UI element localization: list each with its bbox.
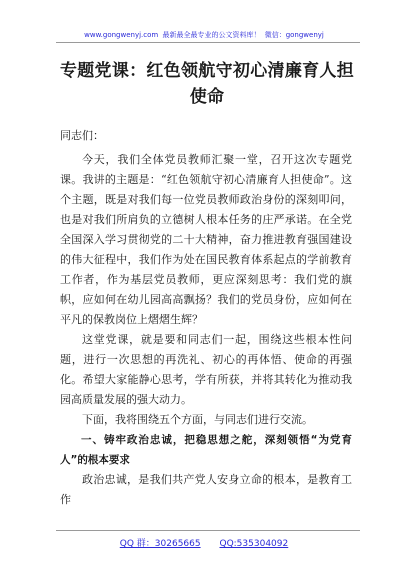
qq-group-link[interactable]: QQ 群：30265665 <box>119 539 201 549</box>
paragraph: 这堂党课，就是要和同志们一起，围绕这些根本性问题，进行一次思想的再洗礼、初心的再体悟、使命的再强化。希望大家能静心思考，学有所获，并将其转化为推动我园高质量发展的强大动力。 <box>60 333 352 406</box>
header-slogan: 最新最全最专业的公文资料库！ <box>162 31 261 39</box>
site-link[interactable]: www.gongwenyj.com <box>84 31 159 39</box>
section-heading: 一、铸牢政治忠诚，把稳思想之舵，深刻领悟“为党育人”的根本要求 <box>60 434 352 466</box>
paragraph: 下面，我将围绕五个方面，与同志们进行交流。 <box>82 413 313 426</box>
page-header <box>0 30 408 40</box>
paragraph: 政治忠诚，是我们共产党人安身立命的根本，是教育工作 <box>60 473 352 506</box>
salutation: 同志们： <box>60 129 104 142</box>
footer-divider <box>56 530 360 531</box>
header-divider <box>56 42 360 43</box>
page-footer <box>0 536 408 549</box>
document-title: 专题党课：红色领航守初心清廉育人担使命 <box>59 61 355 107</box>
paragraph: 今天，我们全体党员教师汇聚一堂，召开这次专题党课。我讲的主题是：“红色领航守初心清廉育人担使命”。这个主题，既是对我们每一位党员教师政治身份的深刻叩问，也是对我们所肩负的立德树人根本任务的庄严承诺。在全党全国深入学习贯彻党的二十大精神，奋力推进教育强国建设的伟大征程中，我们作为处在国民教育体系起点的学前教育工作者，作为基层党员教师，更应深刻思考：我们党的旗帜，应如何在幼儿园高高飘扬？我们的党员身份，应如何在平凡的保教岗位上熠熠生辉？ <box>60 153 352 326</box>
qq-contact-link[interactable]: QQ:535304092 <box>219 539 289 549</box>
document-body <box>60 126 352 510</box>
header-wechat: 微信：gongwenyj <box>264 31 324 39</box>
